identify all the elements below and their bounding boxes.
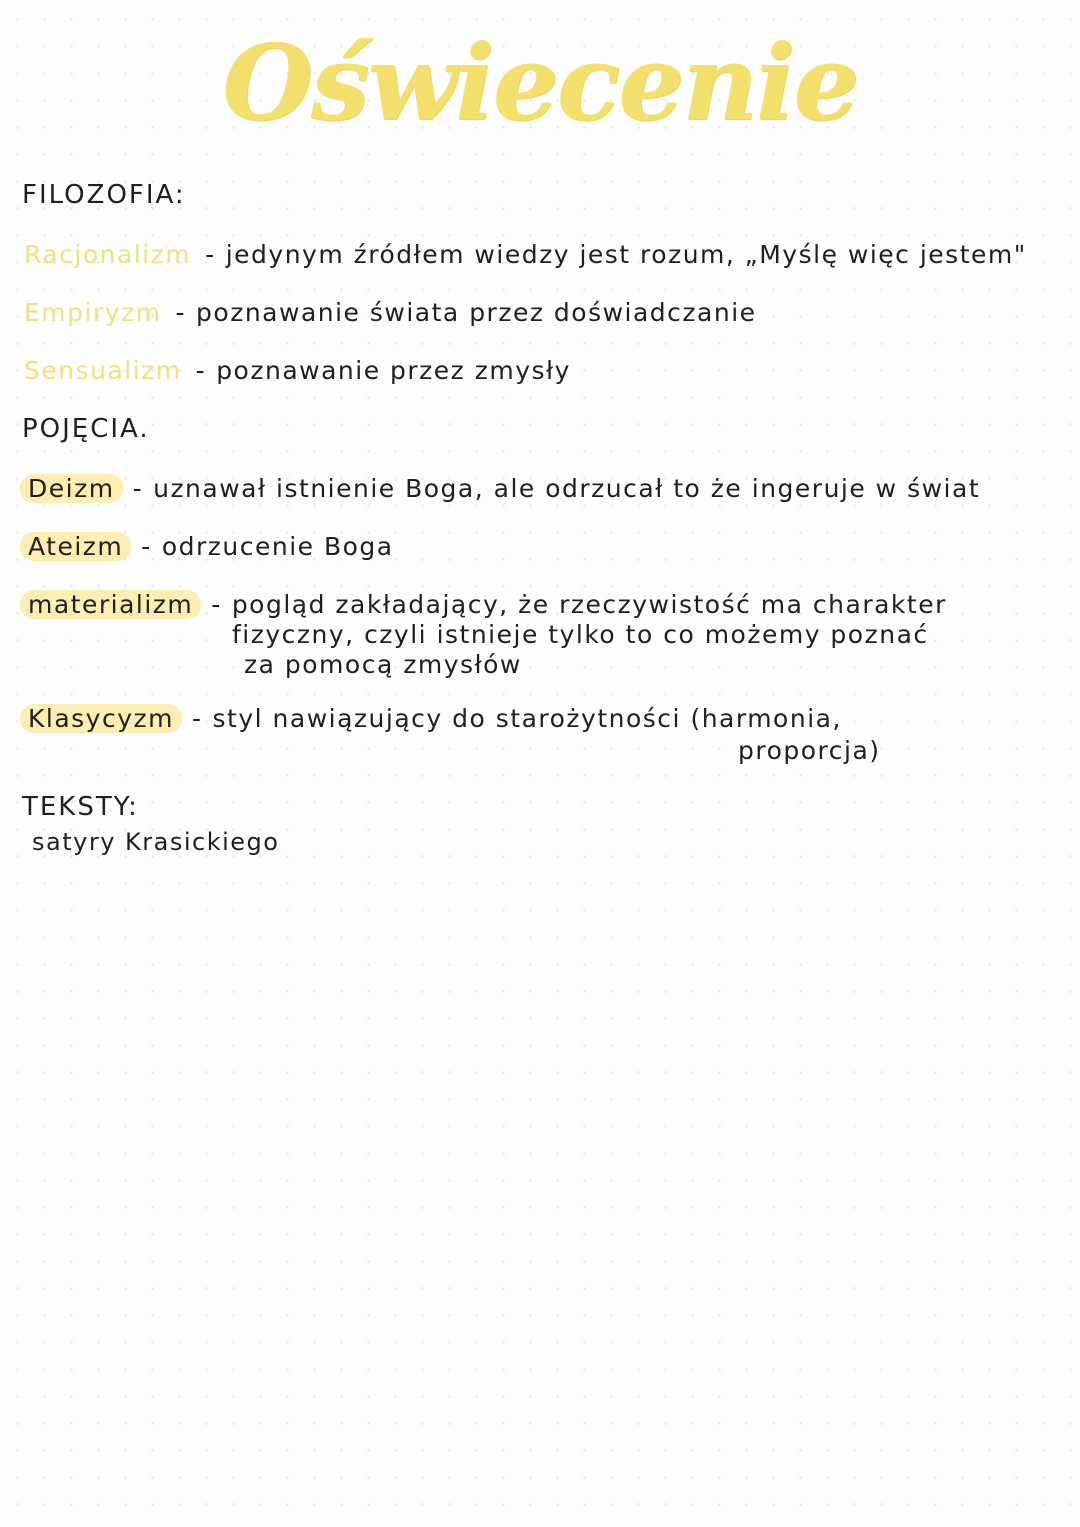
definition-row-racjonalizm: Racjonalizm - jedynym źródłem wiedzy jest rozum, „Myślę więc jestem" bbox=[20, 240, 1020, 270]
section-heading-filozofia: FILOZOFIA: bbox=[22, 180, 186, 210]
definition-materializm-line-2: fizyczny, czyli istnieje tylko to co możemy poznać bbox=[232, 620, 929, 649]
definition-materializm: pogląd zakładający, że rzeczywistość ma charakter bbox=[231, 590, 947, 619]
definition-ateizm: odrzucenie Boga bbox=[161, 532, 394, 561]
definition-row-klasycyzm: Klasycyzm - styl nawiązujący do starożytności (harmonia, bbox=[20, 704, 1020, 734]
definition-row-deizm: Deizm - uznawał istnienie Boga, ale odrzucał to że ingeruje w świat bbox=[20, 474, 1020, 504]
term-materializm: materializm bbox=[20, 590, 201, 619]
definition-deizm: uznawał istnienie Boga, ale odrzucał to że ingeruje w świat bbox=[153, 474, 981, 503]
definition-row-ateizm: Ateizm - odrzucenie Boga bbox=[20, 532, 1020, 562]
definition-klasycyzm: styl nawiązujący do starożytności (harmonia, bbox=[212, 704, 842, 733]
page-title: Oświecenie bbox=[222, 21, 858, 144]
section-heading-pojecia: POJĘCIA. bbox=[22, 414, 150, 444]
definition-sensualizm: poznawanie przez zmysły bbox=[216, 356, 571, 385]
section-heading-teksty: TEKSTY: bbox=[22, 792, 139, 822]
term-sensualizm: Sensualizm bbox=[24, 356, 182, 385]
term-racjonalizm: Racjonalizm bbox=[24, 240, 192, 269]
text-item-satyry: satyry Krasickiego bbox=[32, 828, 280, 856]
definition-racjonalizm: jedynym źródłem wiedzy jest rozum, „Myślę więc jestem" bbox=[225, 240, 1027, 269]
term-ateizm: Ateizm bbox=[20, 532, 131, 561]
term-deizm: Deizm bbox=[20, 474, 123, 503]
definition-row-empiryzm: Empiryzm - poznawanie świata przez doświadczanie bbox=[20, 298, 1020, 328]
term-klasycyzm: Klasycyzm bbox=[20, 704, 182, 733]
definition-row-sensualizm: Sensualizm - poznawanie przez zmysły bbox=[20, 356, 1020, 386]
definition-klasycyzm-line-2: proporcja) bbox=[738, 736, 881, 765]
definition-empiryzm: poznawanie świata przez doświadczanie bbox=[196, 298, 757, 327]
term-empiryzm: Empiryzm bbox=[24, 298, 162, 327]
definition-row-materializm: materializm - pogląd zakładający, że rzeczywistość ma charakter bbox=[20, 590, 1020, 620]
definition-materializm-line-3: za pomocą zmysłów bbox=[244, 650, 522, 679]
